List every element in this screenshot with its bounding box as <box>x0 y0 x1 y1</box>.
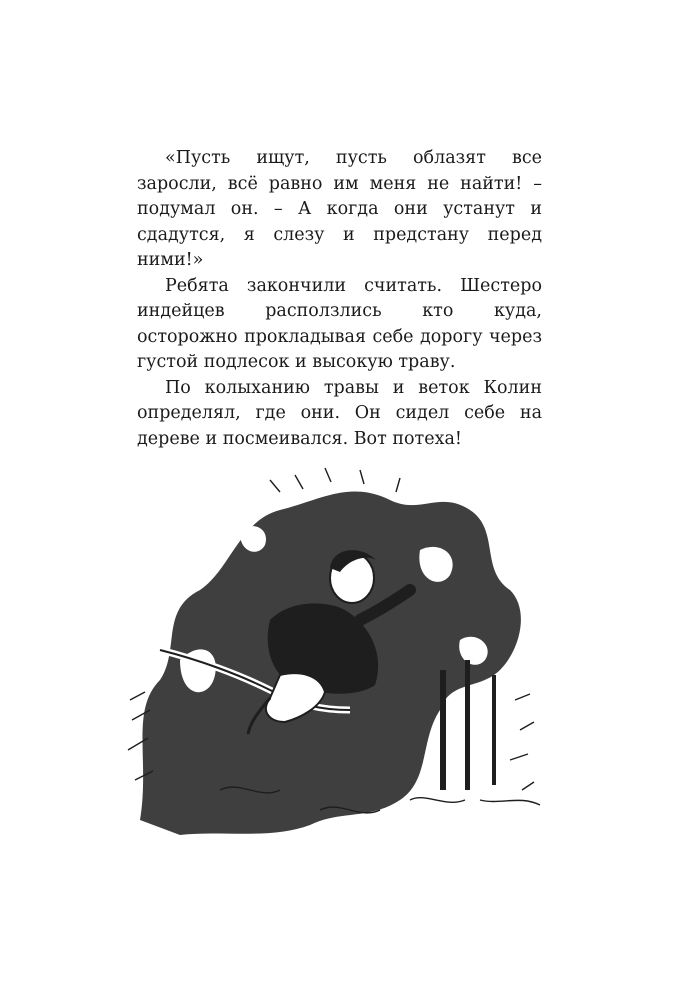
paragraph-1: «Пусть ищут, пусть облазят все заросли, всё равно им меня не найти! – подумал он. – А когда они устанут и сдадутся, я слезу и предстану перед ними!» <box>137 148 542 270</box>
boy-in-tree-illustration <box>120 460 550 840</box>
paragraph-3: По колыханию травы и веток Колин определял, где они. Он сидел себе на дереве и посмеивался. Вот потеха! <box>137 377 542 449</box>
paragraph-2: Ребята закончили считать. Шестеро индейцев расползлись кто куда, осторожно прокладывая себе дорогу через густой подлесок и высокую траву. <box>137 275 542 372</box>
illustration <box>120 460 550 840</box>
body-text <box>137 146 542 452</box>
